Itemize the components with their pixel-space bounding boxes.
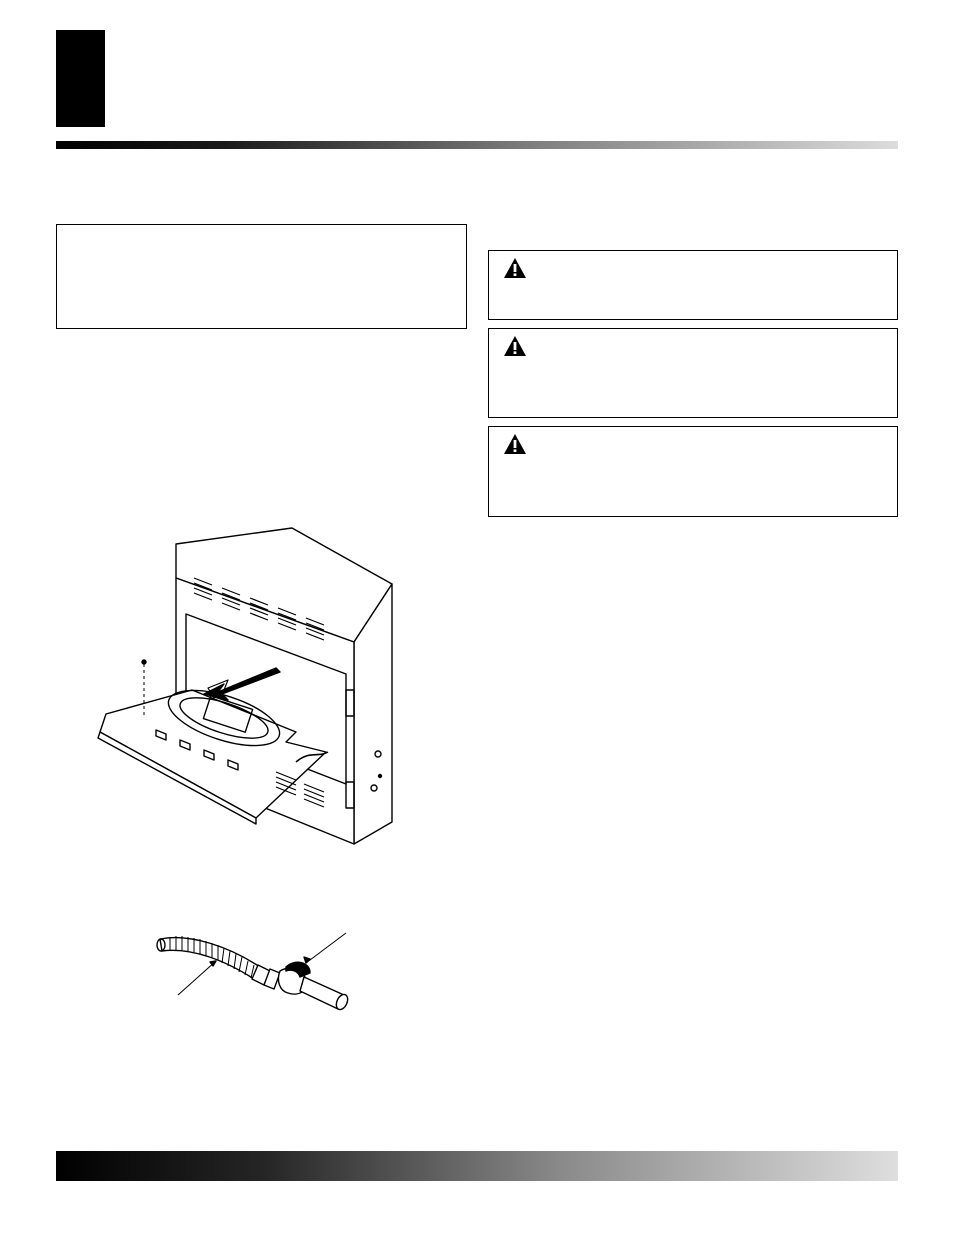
warning-triangle-icon — [503, 335, 527, 357]
gas-hose-valve-illustration — [150, 925, 360, 1025]
warning-box-1 — [488, 250, 898, 320]
warning-box-2 — [488, 328, 898, 418]
warning-triangle-icon — [503, 257, 527, 279]
footer-bar — [56, 1151, 898, 1181]
warning-box-3 — [488, 426, 898, 517]
note-box — [56, 224, 467, 329]
section-tab — [56, 30, 105, 127]
warning-triangle-icon — [503, 433, 527, 455]
fireplace-insert-illustration — [96, 522, 416, 852]
header-rule — [56, 141, 898, 149]
